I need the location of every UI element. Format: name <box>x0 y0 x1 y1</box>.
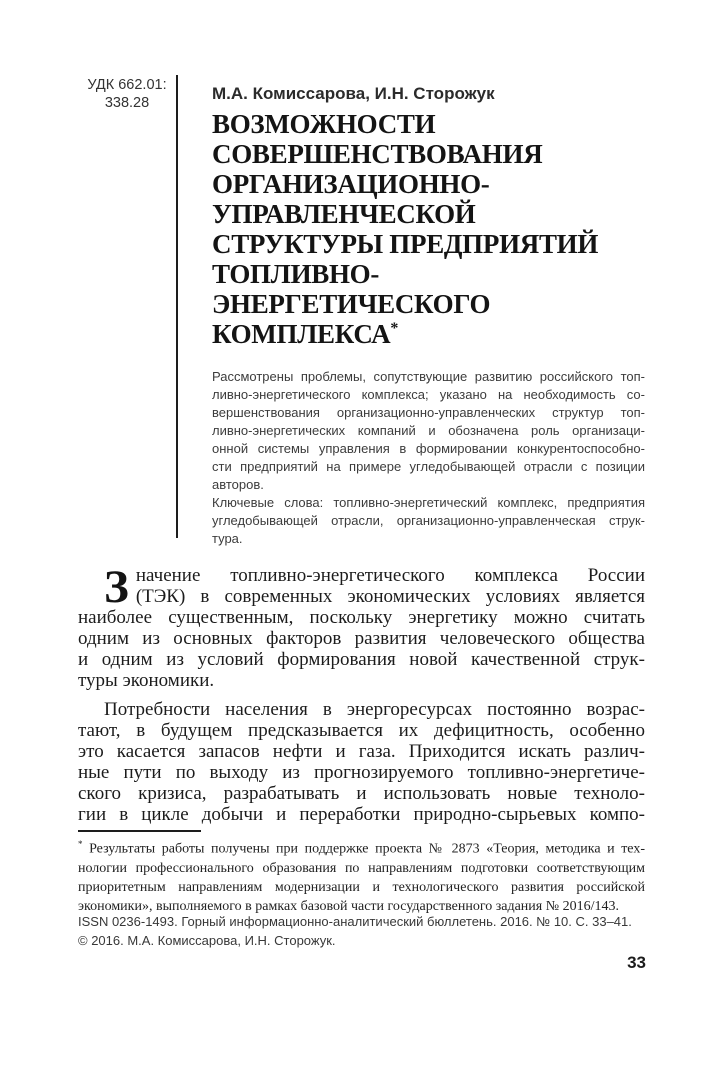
footnote-block <box>78 835 645 916</box>
text-line: вершенствования организационно-управленческих структур топ- <box>212 405 645 420</box>
article-title <box>212 109 662 349</box>
text-line: тура. <box>212 531 243 546</box>
text-line: онной системы управления в формировании конкурентоспособно- <box>212 441 645 456</box>
article-body <box>78 561 645 825</box>
copyright-line: © 2016. М.А. Комиссарова, И.Н. Сторожук. <box>78 933 336 948</box>
text-line: экономики», выполняемого в рамках базовой части государственного задания № 2016/143. <box>78 898 619 914</box>
text-line: ные пути по выходу из прогнозируемого топливно-энергетиче- <box>78 762 645 783</box>
text-line: нологии профессионального образования по направлениям подготовки соответствующим <box>78 860 645 876</box>
text-line: ЭНЕРГЕТИЧЕСКОГО <box>212 289 491 319</box>
text-line: Рассмотрены проблемы, сопутствующие развитию российского топ- <box>212 369 645 384</box>
issn-line: ISSN 0236-1493. Горный информационно-аналитический бюллетень. 2016. № 10. С. 33–41. <box>78 914 632 929</box>
drop-cap: З <box>104 561 129 613</box>
text-line: УПРАВЛЕНЧЕСКОЙ <box>212 199 476 229</box>
text-line: (ТЭК) в современных экономических условиях является <box>135 586 645 607</box>
body-paragraph-2 <box>78 699 645 825</box>
text-line: сти предприятий на примере угледобывающей отрасли с позиции <box>212 459 645 474</box>
text-line: туры экономики. <box>78 670 215 691</box>
title-last-line <box>212 319 662 349</box>
text-line: ВОЗМОЖНОСТИ <box>212 109 436 139</box>
udc-line-1: УДК 662.01: <box>87 77 167 93</box>
text-line: приоритетным направлениям модернизации и технологического развития российской <box>78 879 645 895</box>
udc-line-2: 338.28 <box>104 95 150 111</box>
text-line: Ключевые слова: топливно-энергетический комплекс, предприятия <box>212 495 645 510</box>
text-line: ливно-энергетических компаний и обозначена роль организаци- <box>212 423 645 438</box>
text-line: авторов. <box>212 477 264 492</box>
title-last-word: КОМПЛЕКСА <box>212 319 391 349</box>
footnote-first-line <box>78 835 645 859</box>
title-lines <box>212 109 662 319</box>
header-vertical-divider <box>176 75 178 538</box>
text-line: угледобывающей отрасли, организационно-управленческая струк- <box>212 513 645 528</box>
udc-code <box>78 76 176 112</box>
text-line: это касается запасов нефти и газа. Приходится искать различ- <box>78 741 645 762</box>
authors-line: М.А. Комиссарова, И.Н. Сторожук <box>212 84 495 103</box>
imprint-block <box>78 912 645 950</box>
abstract-block <box>212 368 645 548</box>
text-line: одним из основных факторов развития человеческого общества <box>78 628 645 649</box>
text-line: начение топливно-энергетического комплекса России <box>135 565 645 586</box>
footnote-divider <box>78 830 201 832</box>
text-line: наиболее существенным, поскольку энергетику можно считать <box>78 607 645 628</box>
footnote-first-text: Результаты работы получены при поддержке проекта № 2873 «Теория, методика и тех- <box>82 841 645 857</box>
text-line: гии в цикле добычи и переработки природно-сырьевых компо- <box>78 804 645 825</box>
page-number: 33 <box>627 953 646 972</box>
text-line: СОВЕРШЕНСТВОВАНИЯ <box>212 139 543 169</box>
footnote-marker: * <box>78 839 83 849</box>
text-line: СТРУКТУРЫ ПРЕДПРИЯТИЙ <box>212 229 599 259</box>
text-line: ТОПЛИВНО- <box>212 259 380 289</box>
text-line: ского кризиса, разрабатывать и использовать новые техноло- <box>78 783 645 804</box>
text-line: ОРГАНИЗАЦИОННО- <box>212 169 490 199</box>
text-line: тают, в будущем предсказывается их дефицитность, особенно <box>78 720 645 741</box>
text-line: Потребности населения в энергоресурсах постоянно возрас- <box>104 699 645 720</box>
text-line: и одним из условий формирования новой качественной струк- <box>78 649 645 670</box>
title-footnote-marker: * <box>390 320 399 337</box>
body-paragraph-1 <box>78 561 645 691</box>
text-line: ливно-энергетического комплекса; указано на необходимость со- <box>212 387 645 402</box>
footnote-rest-lines <box>78 859 645 916</box>
